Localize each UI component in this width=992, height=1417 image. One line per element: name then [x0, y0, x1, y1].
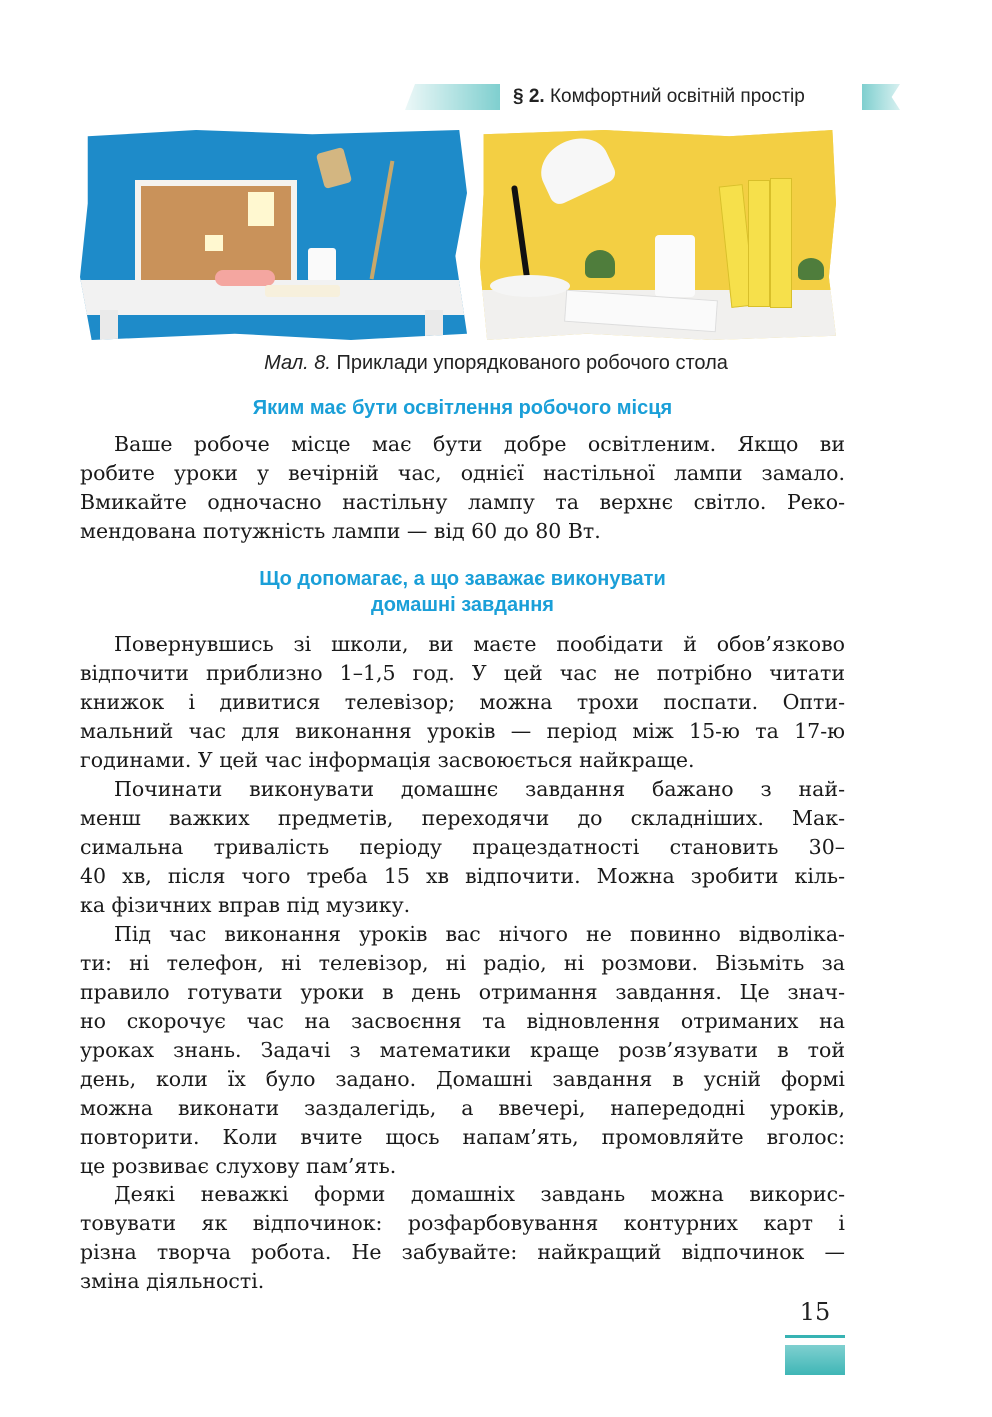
section-mark: § 2.: [513, 86, 545, 107]
caption-text: Приклади упорядкованого робочого стола: [336, 352, 728, 374]
photo-desk-blue: [80, 130, 467, 340]
header-decor-bar-left: [405, 84, 500, 110]
potted-plant: [798, 258, 824, 280]
yellow-book: [770, 178, 792, 308]
text-line: зміна діяльності.: [80, 1269, 265, 1293]
page-number-rule: [785, 1335, 845, 1338]
text-line: Починати виконувати домашнє завдання бажано з най-: [114, 777, 845, 801]
text-line: Під час виконання уроків вас нічого не повинно відволіка-: [114, 922, 845, 946]
text-line: товувати як відпочинок: розфарбовування контурних карт і: [80, 1211, 845, 1235]
text-line: годинами. У цей час інформація засвоюється найкраще.: [80, 748, 695, 772]
pencil-cup: [655, 235, 695, 297]
paragraph: [80, 1180, 845, 1296]
paragraph: [80, 920, 845, 1181]
pencil-case: [215, 270, 275, 286]
text-line: книжок і дивитися телевізор; можна трохи поспати. Опти-: [80, 690, 845, 714]
text-line: мальний час для виконання уроків — період між 15-ю та 17-ю: [80, 719, 845, 743]
figure-caption: [0, 352, 992, 375]
text-line: повторити. Коли вчите щось напам’ять, промовляйте вголос:: [80, 1125, 845, 1149]
photo-desk-yellow: [480, 130, 836, 340]
running-header: [405, 80, 900, 114]
text-line: уроках знань. Задачі з математики краще розв’язувати в той: [80, 1038, 845, 1062]
text-line: день, коли їх було задано. Домашні завдання в усній формі: [80, 1067, 845, 1091]
text-line: Деякі неважкі форми домашніх завдань можна викорис-: [114, 1182, 845, 1206]
page-number: 15: [799, 1298, 831, 1326]
header-decor-bar-right: [862, 84, 900, 110]
desk-lamp-head: [316, 147, 352, 189]
text-line: різна творча робота. Не забувайте: найкращий відпочинок —: [80, 1240, 845, 1264]
caption-label: Мал. 8.: [264, 352, 331, 374]
text-line: Вмикайте одночасно настільну лампу та верхнє світло. Реко-: [80, 490, 845, 514]
text-line: ка фізичних вправ під музику.: [80, 893, 411, 917]
text-line: мендована потужність лампи — від 60 до 80 Вт.: [80, 519, 601, 543]
page-corner-tab: [785, 1345, 845, 1375]
paragraph: [80, 630, 845, 775]
text-line: 40 хв, після чого треба 15 хв відпочити. Можна зробити кіль-: [80, 864, 845, 888]
heading-line: Що допомагає, а що заважає виконувати: [259, 568, 666, 590]
text-line: ти: ні телефон, ні телевізор, ні радіо, ні розмови. Візьміть за: [80, 951, 845, 975]
text-line: симальна тривалість періоду працездатності становить 30–: [80, 835, 845, 859]
text-line: правило готувати уроки в день отримання завдання. Це знач-: [80, 980, 845, 1004]
text-line: но скорочує час на засвоєння та відновлення отриманих на: [80, 1009, 845, 1033]
heading-line: домашні завдання: [371, 594, 554, 616]
text-line: робите уроки у вечірній час, однієї настільної лампи замало.: [80, 461, 845, 485]
section-heading-lighting: Яким має бути освітлення робочого місця: [252, 397, 673, 419]
desk-leg: [425, 310, 443, 340]
text-line: можна виконати заздалегідь, а ввечері, напередодні уроків,: [80, 1096, 845, 1120]
sticky-note: [205, 235, 223, 251]
note-paper: [248, 192, 274, 226]
desk-lamp-base: [490, 275, 570, 297]
paragraph: [80, 775, 845, 920]
yellow-book: [748, 180, 770, 307]
text-line: менш важких предметів, переходячи до складніших. Мак-: [80, 806, 845, 830]
text-line: відпочити приблизно 1–1,5 год. У цей час не потрібно читати: [80, 661, 845, 685]
potted-plant: [585, 250, 615, 278]
desk-leg: [100, 310, 118, 340]
section-title: Комфортний освітній простір: [549, 86, 805, 107]
section-heading-homework: [80, 566, 845, 618]
pencil-cup: [308, 248, 336, 282]
desk-lamp-pole: [370, 161, 395, 280]
text-line: це розвиває слухову пам’ять.: [80, 1154, 397, 1178]
open-book: [265, 285, 340, 297]
text-line: Повернувшись зі школи, ви маєте пообідати й обов’язково: [114, 632, 845, 656]
paragraph: [80, 430, 845, 546]
text-line: Ваше робоче місце має бути добре освітленим. Якщо ви: [114, 432, 845, 456]
running-header-title: [513, 84, 805, 110]
